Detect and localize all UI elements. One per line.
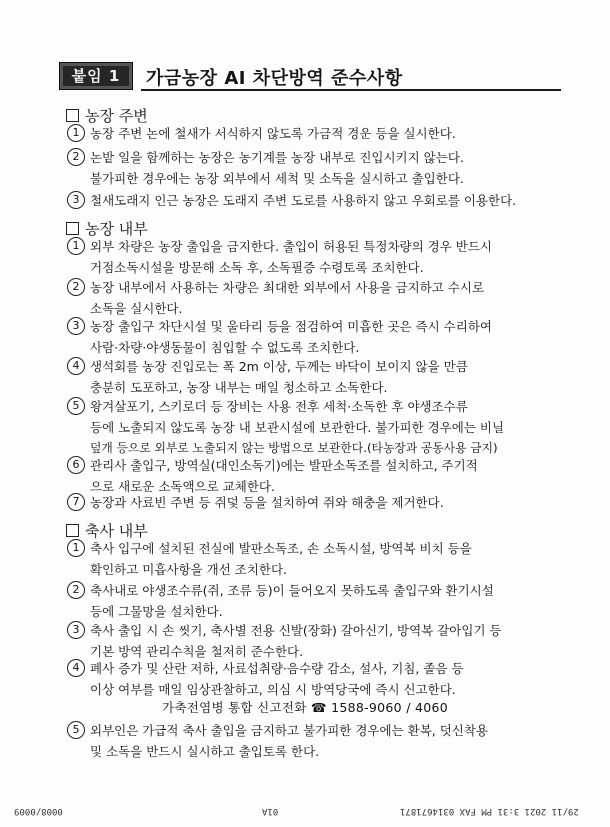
item-text: 충분히 도포하고, 농장 내부는 매일 청소하고 소독한다. <box>90 380 388 395</box>
item-text: 왕겨살포기, 스키로더 등 장비는 사용 전후 세척·소독한 후 야생조수류 <box>90 399 468 414</box>
title-underline <box>141 89 561 91</box>
circled-number: 5 <box>67 397 85 415</box>
attachment-tag <box>59 62 133 90</box>
item-text: 등에 노출되지 않도록 농장 내 보관시설에 보관한다. 불가피한 경우에는 비닐 <box>90 420 505 435</box>
item-text: 농장 내부에서 사용하는 차량은 최대한 외부에서 사용을 금지하고 수시로 <box>90 280 485 295</box>
item-text: 이상 여부를 매일 임상관찰하고, 의심 시 방역당국에 즉시 신고한다. <box>90 682 456 697</box>
list-item <box>67 356 557 398</box>
list-item <box>67 147 557 189</box>
item-text: 농장과 사료빈 주변 등 쥐덫 등을 설치하여 쥐와 해충을 제거한다. <box>90 495 444 510</box>
report-hotline: 가축전염병 통합 신고전화 ☎ 1588-9060 / 4060 <box>162 700 448 715</box>
item-text: 확인하고 미흡사항을 개선 조치한다. <box>90 562 288 577</box>
circled-number: 6 <box>67 456 85 474</box>
list-item <box>67 492 557 513</box>
list-item <box>67 580 557 622</box>
item-text: 논밭 일을 함께하는 농장은 농기계를 농장 내부로 진입시키지 않는다. <box>90 150 464 165</box>
circled-number: 2 <box>67 278 85 296</box>
page-title: 가금농장 AI 차단방역 준수사항 <box>146 68 403 89</box>
circled-number: 4 <box>67 659 85 677</box>
circled-number: 2 <box>67 581 85 599</box>
circled-number: 2 <box>67 148 85 166</box>
item-text: 사람·차량·야생동물이 침입할 수 없도록 조치한다. <box>90 340 360 355</box>
item-text: 거점소독시설을 방문해 소독 후, 소독필증 수령토록 조치한다. <box>90 260 424 275</box>
list-item <box>67 658 557 700</box>
circled-number: 3 <box>67 317 85 335</box>
item-text: 관리사 출입구, 방역실(대인소독기)에는 발판소독조를 설치하고, 주기적 <box>90 458 478 473</box>
circled-number: 1 <box>67 124 85 142</box>
section-heading-barn-interior: 축사 내부 <box>66 520 148 541</box>
item-text: 불가피한 경우에는 농장 외부에서 세척 및 소독을 실시하고 출입한다. <box>90 171 464 186</box>
list-item <box>67 455 557 497</box>
item-text: 및 소독을 반드시 실시하고 출입토록 한다. <box>90 744 320 759</box>
checkbox-square-icon <box>66 109 79 122</box>
fax-header-timestamp: 29/11 2021 3:31 PM FAX 0314671871 <box>400 806 579 816</box>
list-item <box>67 316 557 358</box>
circled-number: 5 <box>67 721 85 739</box>
list-item <box>67 190 557 211</box>
item-text: 폐사 증가 및 산란 저하, 사료섭취량·음수량 감소, 설사, 기침, 졸음 등 <box>90 661 464 676</box>
circled-number: 1 <box>67 539 85 557</box>
list-item <box>67 538 557 580</box>
checkbox-square-icon <box>66 524 79 537</box>
item-text: 으로 새로운 소독액으로 교체한다. <box>90 479 275 494</box>
circled-number: 1 <box>67 237 85 255</box>
attachment-tag-label: 붙임 1 <box>71 67 121 85</box>
item-text: 생석회를 농장 진입로는 폭 2m 이상, 두께는 바닥이 보이지 않을 만큼 <box>90 359 468 374</box>
list-item <box>67 277 557 319</box>
checkbox-square-icon <box>66 222 79 235</box>
item-text: 농장 주변 논에 철새가 서식하지 않도록 가금적 경운 등을 실시한다. <box>90 126 456 141</box>
item-text: 축사 입구에 설치된 전실에 발판소독조, 손 소독시설, 방역복 비치 등을 <box>90 541 472 556</box>
circled-number: 4 <box>67 357 85 375</box>
list-item <box>67 396 557 459</box>
fax-page-counter: 0008/0009 <box>14 806 63 816</box>
section-heading-farm-interior: 농장 내부 <box>66 218 148 239</box>
fax-header-code: 01A <box>262 806 279 816</box>
list-item <box>67 236 557 278</box>
item-text: 외부인은 가급적 축사 출입을 금지하고 불가피한 경우에는 환복, 덧신착용 <box>90 723 489 738</box>
list-item <box>67 123 557 144</box>
item-text: 등에 그물망을 설치한다. <box>90 604 223 619</box>
circled-number: 7 <box>67 493 85 511</box>
list-item <box>67 720 557 762</box>
circled-number: 3 <box>67 191 85 209</box>
item-text: 덮개 등으로 외부로 노출되지 않는 방법으로 보관한다.(타농장과 공동사용 금지) <box>90 441 498 455</box>
list-item <box>67 620 557 662</box>
section-heading-farm-surroundings: 농장 주변 <box>66 105 148 126</box>
item-text: 축사 출입 시 손 씻기, 축사별 전용 신발(장화) 갈아신기, 방역복 갈아입기 등 <box>90 623 502 638</box>
circled-number: 3 <box>67 621 85 639</box>
item-text: 소독을 실시한다. <box>90 301 183 316</box>
item-text: 외부 차량은 농장 출입을 금지한다. 출입이 허용된 특정차량의 경우 반드시 <box>90 239 492 254</box>
item-text: 축사내로 야생조수류(쥐, 조류 등)이 들어오지 못하도록 출입구와 환기시설 <box>90 583 494 598</box>
item-text: 기본 방역 관리수칙을 철저히 준수한다. <box>90 644 304 659</box>
item-text: 농장 출입구 차단시설 및 울타리 등을 점검하여 미흡한 곳은 즉시 수리하여 <box>90 319 492 334</box>
item-text: 철새도래지 인근 농장은 도래지 주변 도로를 사용하지 않고 우회로를 이용한다. <box>90 193 517 208</box>
